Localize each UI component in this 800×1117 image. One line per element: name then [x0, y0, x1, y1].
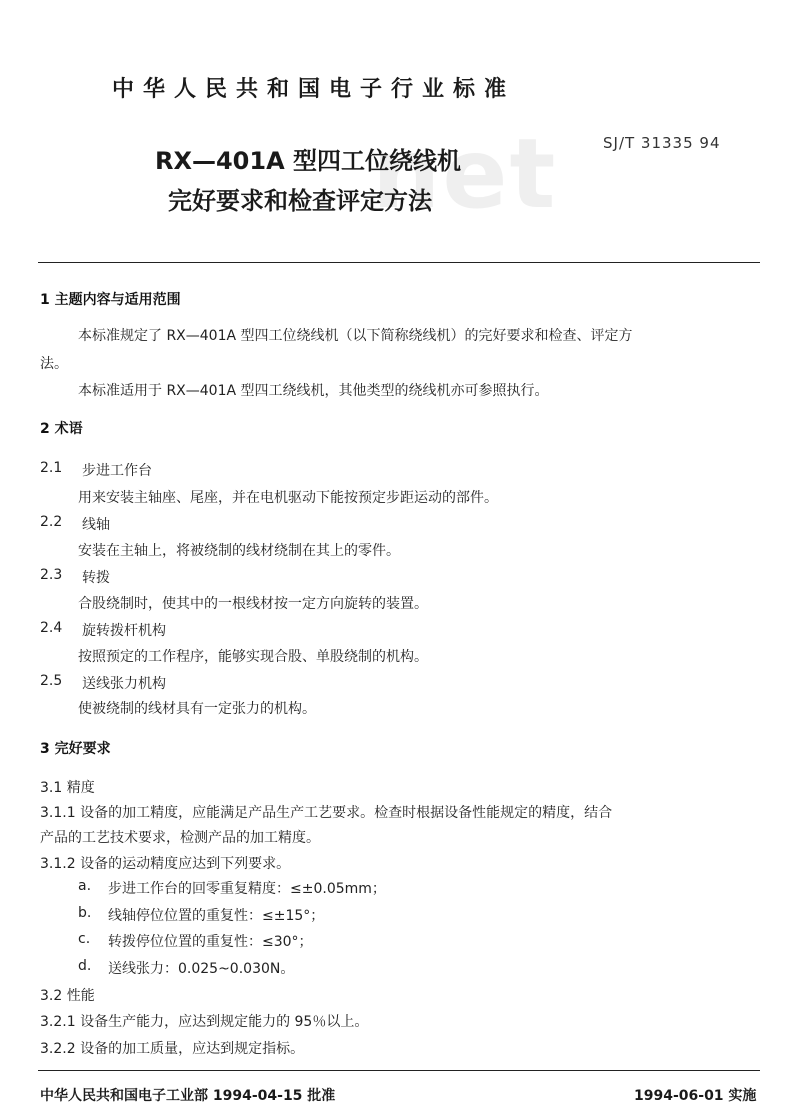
- term-name: 送线张力机构: [82, 676, 166, 692]
- footer-divider: [38, 1070, 760, 1071]
- term-name: 旋转拨杆机构: [82, 623, 166, 639]
- term-definition: 合股绕制时，使其中的一根线材按一定方向旋转的装置。: [78, 596, 428, 612]
- list-label: c.: [78, 931, 91, 947]
- term-name: 步进工作台: [82, 463, 152, 479]
- watermark-text: net: [372, 118, 558, 230]
- list-item: 线轴停位位置的重复性：≤±15°；: [108, 908, 325, 924]
- subsection-3-1: 3.1 精度: [40, 780, 95, 796]
- term-definition: 安装在主轴上，将被绕制的线材绕制在其上的零件。: [78, 543, 400, 559]
- clause-3-1-2: 3.1.2 设备的运动精度应达到下列要求。: [40, 856, 291, 872]
- implementation-date: 1994-06-01 实施: [634, 1088, 757, 1104]
- issuing-organization: 中华人民共和国电子行业标准: [112, 77, 516, 102]
- subsection-3-2: 3.2 性能: [40, 988, 95, 1004]
- term-number: 2.4: [40, 620, 63, 636]
- term-definition: 用来安装主轴座、尾座，并在电机驱动下能按预定步距运动的部件。: [78, 490, 498, 506]
- clause-3-1-1-line1: 3.1.1 设备的加工精度，应能满足产品生产工艺要求。检查时根据设备性能规定的精度，结合: [40, 805, 613, 821]
- document-title-line2: 完好要求和检查评定方法: [168, 187, 432, 215]
- list-label: d.: [78, 958, 92, 974]
- clause-3-2-1: 3.2.1 设备生产能力，应达到规定能力的 95％以上。: [40, 1014, 369, 1030]
- section-1-para1-line1: 本标准规定了 RX—401A 型四工位绕线机（以下简称绕线机）的完好要求和检查、评定方: [78, 328, 633, 344]
- section-3-heading: 3 完好要求: [40, 741, 111, 757]
- header-divider: [38, 262, 760, 263]
- clause-3-2-2: 3.2.2 设备的加工质量，应达到规定指标。: [40, 1041, 305, 1057]
- list-label: b.: [78, 905, 92, 921]
- term-number: 2.5: [40, 673, 63, 689]
- term-definition: 按照预定的工作程序，能够实现合股、单股绕制的机构。: [78, 649, 428, 665]
- section-1-para1-line2: 法。: [40, 356, 68, 372]
- approval-statement: 中华人民共和国电子工业部 1994-04-15 批准: [40, 1088, 336, 1104]
- term-definition: 使被绕制的线材具有一定张力的机构。: [78, 701, 316, 717]
- list-item: 送线张力：0.025~0.030N。: [108, 961, 295, 977]
- document-title-line1: RX—401A 型四工位绕线机: [155, 147, 462, 175]
- list-item: 步进工作台的回零重复精度：≤±0.05mm；: [108, 881, 386, 897]
- section-2-heading: 2 术语: [40, 421, 83, 437]
- clause-3-1-1-line2: 产品的工艺技术要求，检测产品的加工精度。: [40, 830, 320, 846]
- list-item: 转拨停位位置的重复性：≤30°；: [108, 934, 313, 950]
- term-name: 转拨: [82, 570, 110, 586]
- term-number: 2.3: [40, 567, 63, 583]
- section-1-para2: 本标准适用于 RX—401A 型四工绕线机，其他类型的绕线机亦可参照执行。: [78, 383, 549, 399]
- standard-code: SJ/T 31335 94: [603, 134, 721, 152]
- list-label: a.: [78, 878, 92, 894]
- term-name: 线轴: [82, 517, 110, 533]
- term-number: 2.1: [40, 460, 63, 476]
- section-1-heading: 1 主题内容与适用范围: [40, 292, 181, 308]
- term-number: 2.2: [40, 514, 63, 530]
